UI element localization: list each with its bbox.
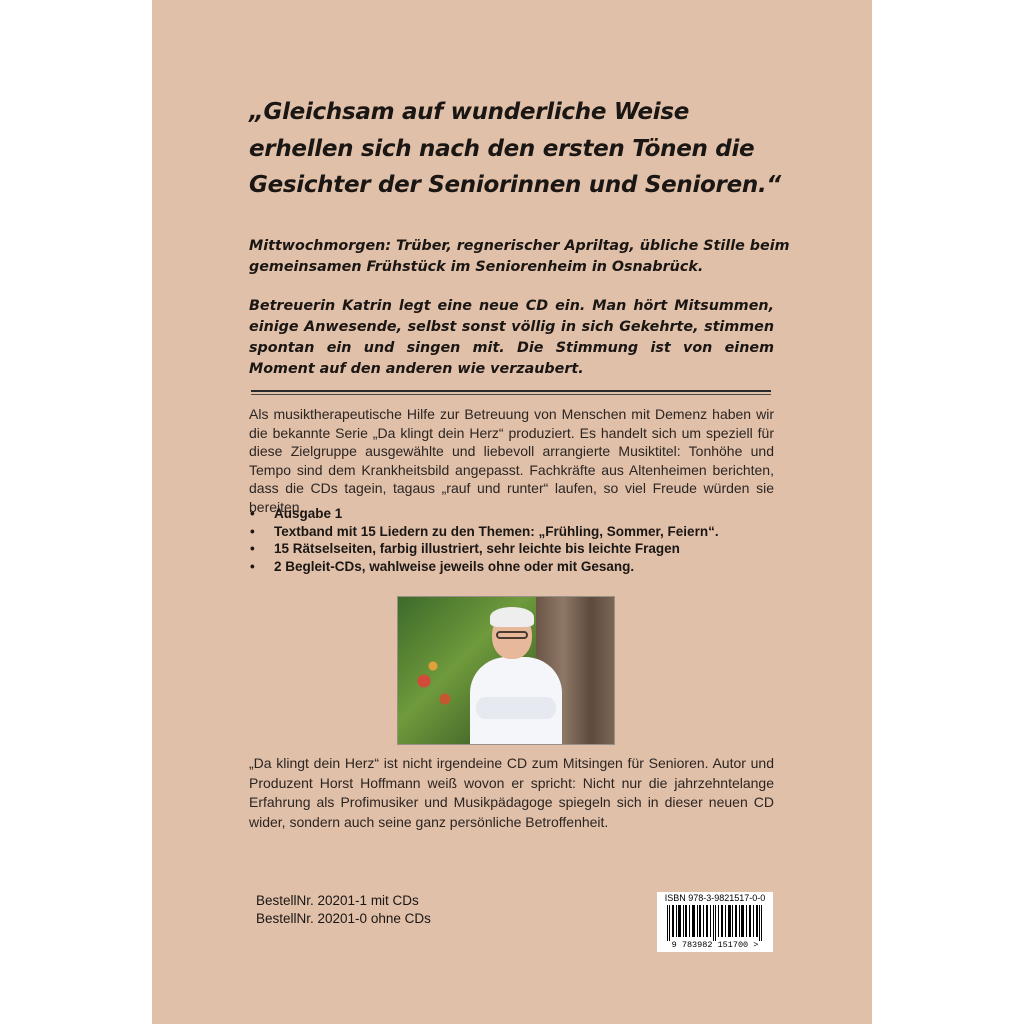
divider-rule-thin [251, 394, 771, 395]
intro-line: Mittwochmorgen: Trüber, regnerischer Apriltag, übliche Stille beim [249, 238, 790, 254]
feature-item: • 15 Rätselseiten, farbig illustriert, sehr leichte bis leichte Fragen [249, 540, 769, 558]
author-hair [490, 607, 534, 627]
intro-paragraph-1 [249, 236, 790, 278]
feature-item: • Ausgabe 1 [249, 505, 769, 523]
order-number-line: BestellNr. 20201-0 ohne CDs [256, 911, 431, 926]
quote-line: Gesichter der Seniorinnen und Senioren.“ [249, 172, 781, 198]
ean-digits: 9 783982 151700 > [671, 940, 759, 950]
order-numbers [256, 892, 431, 928]
author-crossed-arms [476, 697, 556, 719]
quote-line: „Gleichsam auf wunderliche Weise [249, 99, 690, 125]
isbn-barcode [657, 892, 773, 952]
order-number-line: BestellNr. 20201-1 mit CDs [256, 893, 419, 908]
author-paragraph: „Da klingt dein Herz“ ist nicht irgendeine CD zum Mitsingen für Senioren. Autor und Produzent Horst Hoffmann weiß wovon er spricht: Nicht nur die jahrzehntelange Erfahrung als Profimusiker und Musikpädagoge spiegeln sich in dieser neuen CD wider, sondern auch seine ganz persönliche Betroffenheit. [249, 755, 774, 830]
isbn-label: ISBN 978-3-9821517-0-0 [664, 893, 766, 903]
feature-item: • 2 Begleit-CDs, wahlweise jeweils ohne oder mit Gesang. [249, 558, 769, 576]
feature-list [249, 505, 769, 575]
author-photo [397, 596, 615, 745]
quote-line: erhellen sich nach den ersten Tönen die [249, 135, 755, 162]
intro-line: gemeinsamen Frühstück im Seniorenheim in Osnabrück. [249, 259, 704, 275]
feature-item: • Textband mit 15 Liedern zu den Themen: „Frühling, Sommer, Feiern“. [249, 523, 769, 541]
intro-paragraph-2: Betreuerin Katrin legt eine neue CD ein. Man hört Mitsummen, einige Anwesende, selbst sonst völlig in sich Gekehrte, stimmen spontan ein und singen mit. Die Stimmung ist von einem Moment auf den anderen wie verzaubert. [249, 298, 774, 377]
headline-quote [249, 94, 809, 204]
divider-rule [251, 390, 771, 392]
description-paragraph: Als musiktherapeutische Hilfe zur Betreuung von Menschen mit Demenz haben wir die bekannte Serie „Da klingt dein Herz“ produziert. Es handelt sich um speziell für diese Zielgruppe ausgewählte und liebevoll arrangierte Musiktitel: Tonhöhe und Tempo sind dem Krankheitsbild angepasst. Fachkräfte aus Altenheimen berichten, dass die CDs tagein, tagaus „rauf und runter“ laufen, so viel Freude würden sie bereiten. [249, 406, 774, 515]
barcode-bars-icon [663, 905, 767, 941]
flowers-background [406, 657, 466, 717]
author-glasses [496, 631, 528, 639]
